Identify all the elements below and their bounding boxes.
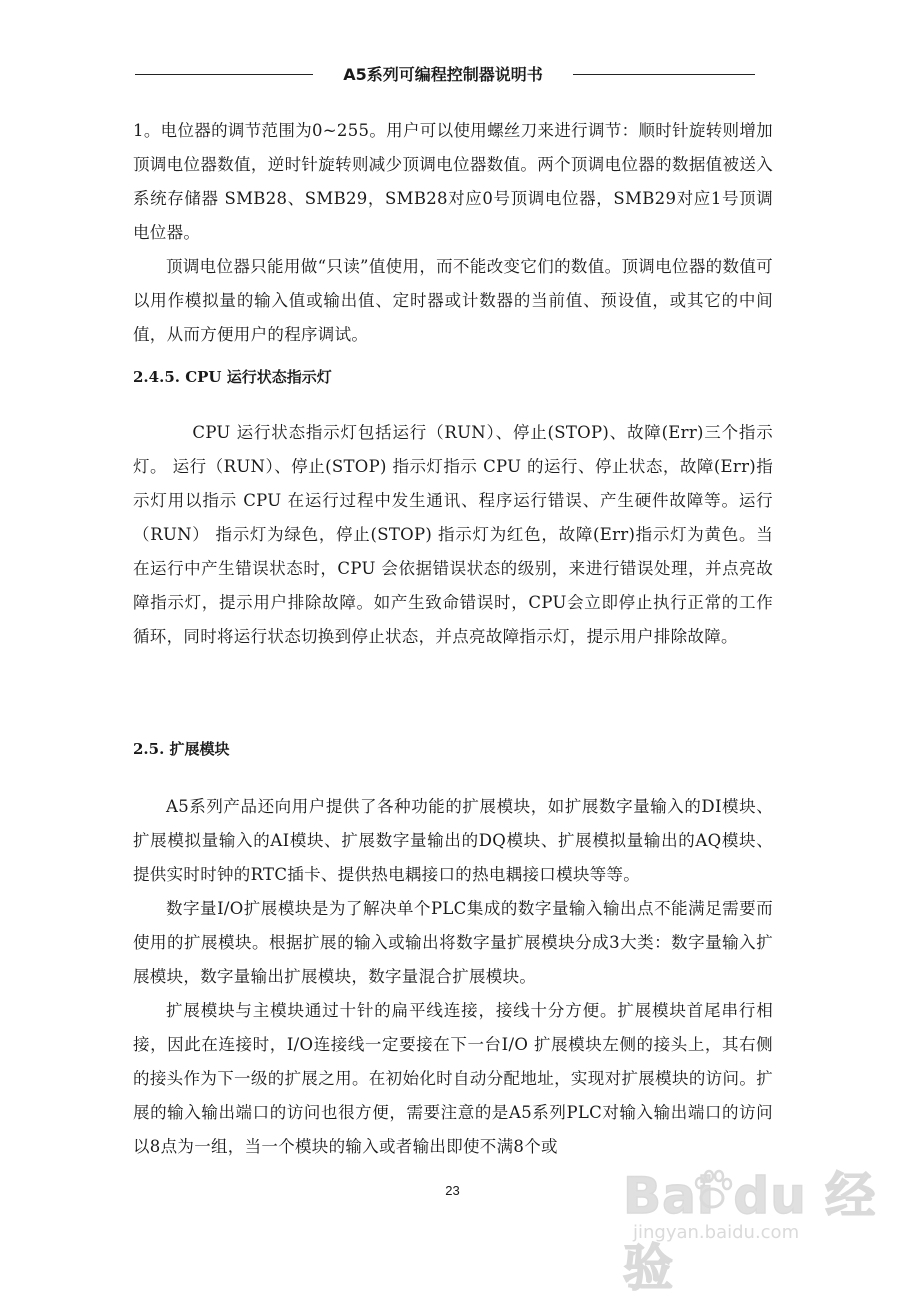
document-title: A5系列可编程控制器说明书 (343, 65, 543, 84)
watermark-url: jingyan.baidu.com (633, 1222, 800, 1243)
paragraph-digital-io-modules: 数字量I/O扩展模块是为了解决单个PLC集成的数字量输入输出点不能满足需要而使用的扩展模块。根据扩展的输入或输出将数字量扩展模块分成3大类：数字量输入扩展模块，数字量输出扩展模块，数字量混合扩展模块。 (133, 899, 773, 986)
page-number: 23 (445, 1183, 460, 1198)
paragraph-potentiometer-readonly: 顶调电位器只能用做“只读”值使用，而不能改变它们的数值。顶调电位器的数值可以用作模拟量的输入值或输出值、定时器或计数器的当前值、预设值，或其它的中间值，从而方便用户的程序调试。 (133, 257, 773, 344)
paragraph-potentiometer-range: 1。电位器的调节范围为0~255。用户可以使用螺丝刀来进行调节：顺时针旋转则增加顶调电位器数值，逆时针旋转则减少顶调电位器数值。两个顶调电位器的数据值被送入系统存储器 SMB28、SMB29，SMB28对应0号顶调电位器，SMB29对应1号顶调电位器。 (133, 121, 773, 242)
paw-icon (689, 1168, 735, 1214)
paragraph-cpu-status-lights: CPU 运行状态指示灯包括运行（RUN）、停止(STOP)、故障(Err)三个指示灯。 运行（RUN）、停止(STOP) 指示灯指示 CPU 的运行、停止状态，故障(Err)指示灯用以指示 CPU 在运行过程中发生通讯、程序运行错误、产生硬件故障等。运行（RUN） 指示灯为绿色，停止(STOP) 指示灯为红色，故障(Err)指示灯为黄色。当在运行中产生错误状态时，CPU 会依据错误状态的级别，来进行错误处理，并点亮故障指示灯，提示用户排除故障。如产生致命错误时，CPU会立即停止执行正常的工作循环，同时将运行状态切换到停止状态，并点亮故障指示灯，提示用户排除故障。 (133, 423, 773, 646)
baidu-jingyan-watermark (623, 1156, 883, 1297)
watermark-logo-text: Bai du 经验 (623, 1167, 877, 1297)
paragraph-expansion-modules: A5系列产品还向用户提供了各种功能的扩展模块，如扩展数字量输入的DI模块、扩展模拟量输入的AI模块、扩展数字量输出的DQ模块、扩展模拟量输出的AQ模块、提供实时时钟的RTC插卡、提供热电耦接口的热电耦接口模块等等。 (133, 797, 773, 884)
paragraph-module-connection: 扩展模块与主模块通过十针的扁平线连接，接线十分方便。扩展模块首尾串行相接，因此在连接时，I/O连接线一定要接在下一台I/O 扩展模块左侧的接头上，其右侧的接头作为下一级的扩展之用。在初始化时自动分配地址，实现对扩展模块的访问。扩展的输入输出端口的访问也很方便，需要注意的是A5系列PLC对输入输出端口的访问以8点为一组，当一个模块的输入或者输出即使不满8个或 (133, 1001, 773, 1156)
section-heading-2-5: 2.5. 扩展模块 (133, 740, 230, 758)
section-heading-2-4-5: 2.4.5. CPU 运行状态指示灯 (133, 368, 332, 386)
header-rule-left (135, 74, 313, 75)
page-header (135, 62, 755, 88)
header-rule-right (573, 74, 755, 75)
